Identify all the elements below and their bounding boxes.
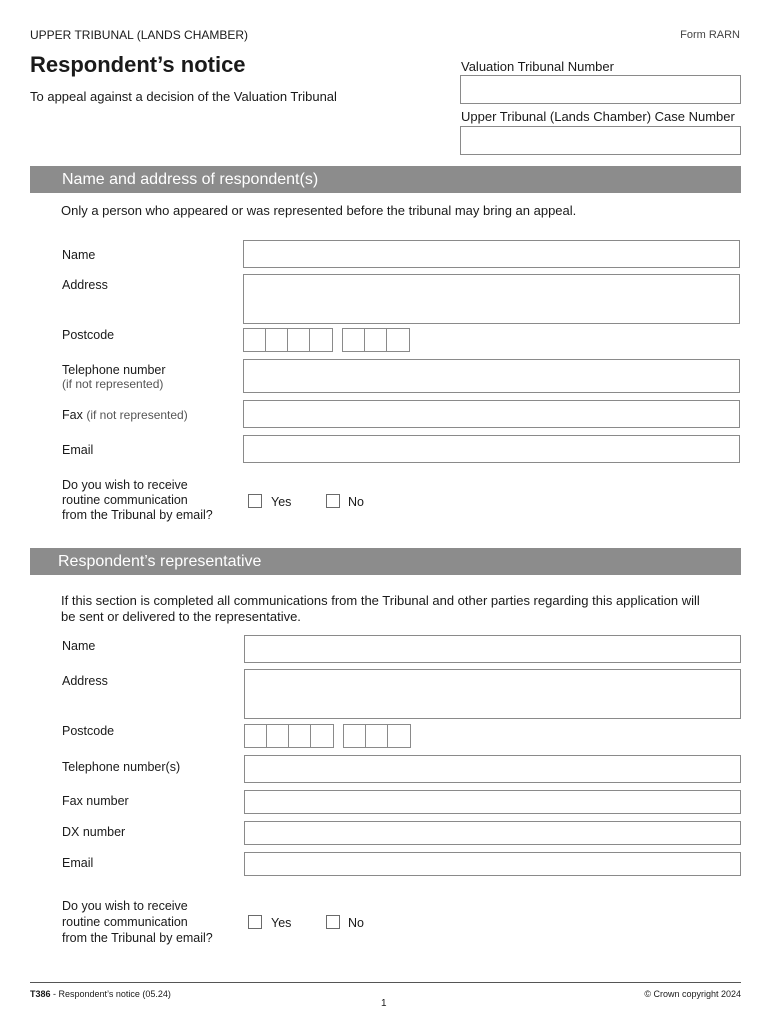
page-number: 1 [381, 998, 387, 1009]
respondent-fax-field[interactable] [243, 400, 740, 428]
ut-case-field[interactable] [460, 126, 741, 155]
respondent-email-question-2: routine communication [62, 493, 188, 507]
rep-postcode-inward[interactable] [343, 724, 411, 748]
respondent-address-field[interactable] [243, 274, 740, 324]
org-name: UPPER TRIBUNAL (LANDS CHAMBER) [30, 28, 249, 42]
rep-fax-field[interactable] [244, 790, 741, 814]
respondent-email-label: Email [62, 443, 94, 457]
page-subtitle: To appeal against a decision of the Valuation Tribunal [30, 89, 337, 104]
respondent-email-no-checkbox[interactable] [326, 494, 340, 508]
section-representative-heading: Respondent’s representative [30, 548, 741, 575]
rep-email-yes-checkbox[interactable] [248, 915, 262, 929]
rep-dx-label: DX number [62, 825, 126, 839]
respondent-telephone-label: Telephone number [62, 363, 166, 377]
respondent-telephone-sublabel: (if not represented) [62, 377, 164, 391]
footer-copyright: © Crown copyright 2024 [644, 989, 741, 999]
respondent-postcode-outward[interactable] [243, 328, 333, 352]
rep-email-no-checkbox[interactable] [326, 915, 340, 929]
rep-email-question-1: Do you wish to receive [62, 899, 188, 913]
rep-postcode-outward[interactable] [244, 724, 334, 748]
respondent-email-field[interactable] [243, 435, 740, 463]
respondent-email-yes-label: Yes [271, 495, 292, 509]
rep-telephone-label: Telephone number(s) [62, 760, 181, 774]
respondent-email-yes-checkbox[interactable] [248, 494, 262, 508]
respondent-postcode-inward[interactable] [342, 328, 410, 352]
respondent-name-field[interactable] [243, 240, 740, 268]
rep-fax-label: Fax number [62, 794, 129, 808]
page-title: Respondent’s notice [30, 52, 246, 77]
rep-email-question-2: routine communication [62, 915, 188, 929]
footer-form-title: - Respondent’s notice (05.24) [50, 989, 171, 999]
rep-name-field[interactable] [244, 635, 741, 663]
footer-rule [30, 982, 741, 983]
rep-name-label: Name [62, 639, 96, 653]
rep-address-label: Address [62, 674, 108, 688]
rep-email-question-3: from the Tribunal by email? [62, 931, 213, 945]
respondent-postcode-label: Postcode [62, 328, 115, 342]
rep-email-field[interactable] [244, 852, 741, 876]
respondent-fax-label [62, 408, 188, 423]
rep-email-yes-label: Yes [271, 916, 292, 930]
footer-form-ref [30, 989, 171, 999]
fax-label-text: Fax [62, 408, 83, 422]
rep-email-label: Email [62, 856, 94, 870]
rep-dx-field[interactable] [244, 821, 741, 845]
rep-address-field[interactable] [244, 669, 741, 719]
rep-postcode-label: Postcode [62, 724, 115, 738]
respondent-email-question-1: Do you wish to receive [62, 478, 188, 492]
section-respondent-intro: Only a person who appeared or was represented before the tribunal may bring an appeal. [61, 203, 577, 218]
respondent-name-label: Name [62, 248, 96, 262]
vt-number-label: Valuation Tribunal Number [461, 59, 614, 74]
section-representative-intro-1: If this section is completed all communications from the Tribunal and other parties regarding this application will [61, 593, 700, 608]
footer-form-code: T386 [30, 989, 51, 999]
section-respondent-heading: Name and address of respondent(s) [30, 166, 741, 193]
section-representative-intro-2: be sent or delivered to the representative. [61, 609, 301, 624]
respondent-email-no-label: No [348, 495, 364, 509]
fax-sublabel: (if not represented) [86, 408, 188, 422]
ut-case-label: Upper Tribunal (Lands Chamber) Case Number [461, 109, 735, 124]
rep-telephone-field[interactable] [244, 755, 741, 783]
form-code: Form RARN [680, 29, 740, 41]
rep-email-no-label: No [348, 916, 364, 930]
vt-number-field[interactable] [460, 75, 741, 104]
respondent-telephone-field[interactable] [243, 359, 740, 393]
respondent-address-label: Address [62, 278, 108, 292]
respondent-email-question-3: from the Tribunal by email? [62, 508, 213, 522]
